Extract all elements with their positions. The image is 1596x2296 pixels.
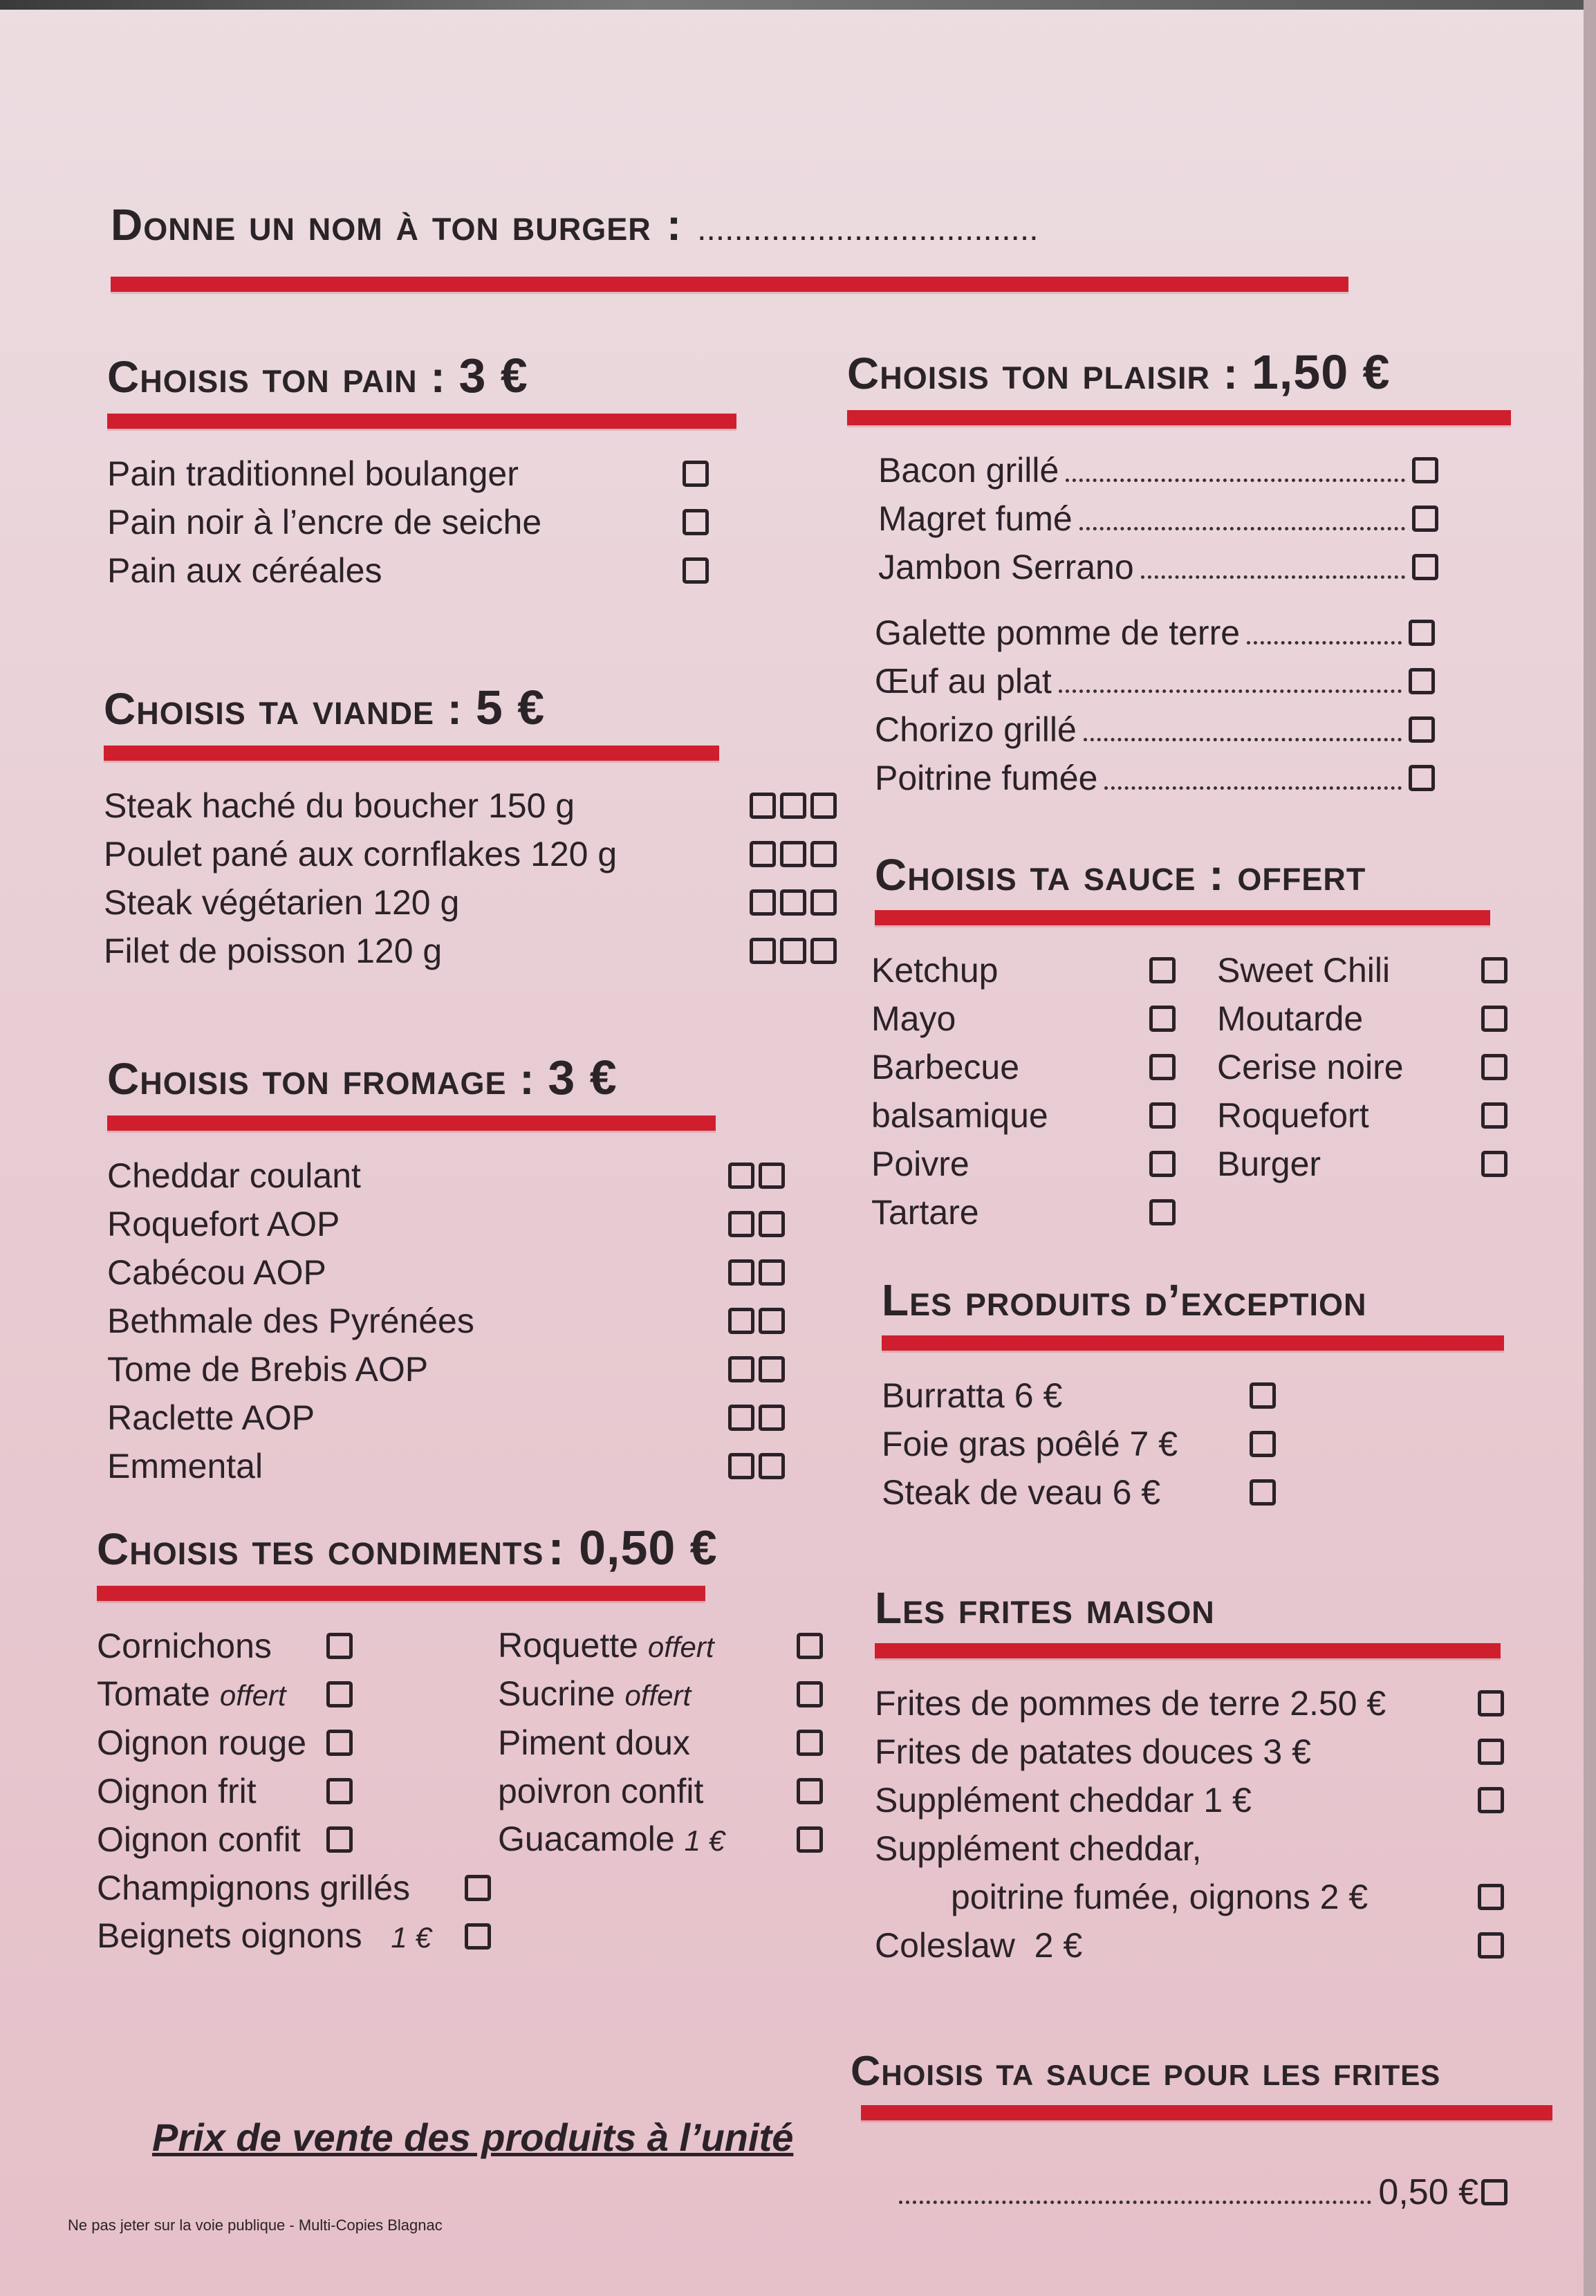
condiment-item[interactable]	[498, 1670, 823, 1719]
exception-item-label: Steak de veau 6 €	[882, 1473, 1161, 1512]
condiment-label: Oignon confit	[97, 1820, 301, 1859]
plaisir-item[interactable]	[878, 543, 1438, 591]
viande-item-label: Steak végétarien 120 g	[104, 883, 460, 922]
condiment-label: Piment doux	[498, 1723, 690, 1762]
condiment-item[interactable]	[97, 1864, 491, 1912]
checkbox[interactable]	[797, 1633, 823, 1659]
sauce-label: Ketchup	[871, 951, 999, 990]
checkbox[interactable]	[728, 1356, 754, 1382]
pain-item-label: Pain aux céréales	[107, 551, 382, 590]
condiment-label: Sucrine	[498, 1674, 615, 1713]
condiment-item[interactable]	[97, 1670, 456, 1719]
condiment-item[interactable]	[498, 1719, 823, 1767]
plaisir-item-label: Chorizo grillé	[875, 710, 1077, 749]
checkbox[interactable]	[780, 938, 806, 964]
sauce-frites-section	[851, 2048, 1577, 2120]
exception-title: Les produits d’exception	[882, 1275, 1367, 1325]
sheet-right-edge	[1584, 0, 1596, 2296]
checkbox[interactable]	[326, 1826, 353, 1853]
frites-item-label: Supplément cheddar,	[875, 1829, 1202, 1869]
checkbox[interactable]	[1409, 716, 1435, 743]
checkbox[interactable]	[1478, 1787, 1504, 1813]
checkbox[interactable]	[759, 1356, 785, 1382]
pain-section	[107, 349, 868, 595]
frites-section	[875, 1584, 1566, 1970]
checkbox[interactable]	[326, 1778, 353, 1804]
burger-name-blank[interactable]: .....................................	[697, 211, 1039, 248]
exception-item[interactable]	[882, 1420, 1276, 1468]
checkbox[interactable]	[1250, 1431, 1276, 1457]
checkbox[interactable]	[683, 461, 709, 487]
checkbox[interactable]	[750, 889, 776, 916]
sauce-label: Barbecue	[871, 1048, 1020, 1087]
condiments-section	[97, 1521, 892, 1961]
checkbox[interactable]	[1409, 668, 1435, 694]
checkbox[interactable]	[759, 1259, 785, 1286]
condiment-label: Beignets oignons	[97, 1916, 362, 1955]
checkbox[interactable]	[683, 557, 709, 584]
frites-item[interactable]	[875, 1776, 1504, 1824]
checkbox[interactable]	[1149, 1054, 1176, 1080]
sauce-price: offert	[1237, 850, 1366, 900]
checkbox[interactable]	[759, 1405, 785, 1431]
condiment-note: offert	[219, 1678, 286, 1712]
fromage-section	[107, 1051, 868, 1490]
exception-item[interactable]	[882, 1468, 1276, 1517]
checkbox[interactable]	[326, 1681, 353, 1707]
sauce-frites-rule	[861, 2105, 1552, 2120]
unit-price-note: Prix de vente des produits à l’unité	[152, 2116, 794, 2159]
fromage-rule	[107, 1115, 716, 1131]
fromage-item-label: Cheddar coulant	[107, 1156, 361, 1195]
frites-rule	[875, 1643, 1501, 1658]
plaisir-item-label: Jambon Serrano	[878, 548, 1134, 586]
plaisir-item-label: Galette pomme de terre	[875, 613, 1241, 652]
checkbox[interactable]	[759, 1453, 785, 1479]
viande-item[interactable]	[104, 781, 837, 830]
condiment-note: offert	[624, 1678, 692, 1712]
fromage-item[interactable]	[107, 1200, 785, 1248]
checkbox[interactable]	[1149, 957, 1176, 983]
viande-item[interactable]	[104, 830, 837, 878]
frites-item[interactable]	[875, 1921, 1504, 1970]
viande-rule	[104, 746, 719, 761]
checkbox[interactable]	[465, 1875, 491, 1901]
condiment-label: poivron confit	[498, 1772, 704, 1811]
plaisir-price: 1,50 €	[1251, 345, 1391, 399]
exception-item[interactable]	[882, 1371, 1276, 1420]
checkbox[interactable]	[750, 938, 776, 964]
checkbox[interactable]	[728, 1453, 754, 1479]
plaisir-title: Choisis ton plaisir :	[847, 349, 1239, 398]
checkbox[interactable]	[797, 1681, 823, 1707]
checkbox[interactable]	[683, 509, 709, 535]
pain-price: 3 €	[458, 349, 528, 402]
checkbox[interactable]	[750, 841, 776, 867]
condiment-item[interactable]	[498, 1622, 823, 1670]
checkbox[interactable]	[1481, 1151, 1507, 1177]
checkbox[interactable]	[797, 1826, 823, 1853]
plaisir-item[interactable]	[875, 705, 1435, 754]
burger-name-colon: :	[666, 200, 683, 250]
pain-rule	[107, 414, 736, 429]
sauce-item[interactable]	[871, 1188, 1176, 1237]
fromage-item[interactable]	[107, 1248, 785, 1297]
checkbox[interactable]	[1409, 620, 1435, 646]
sauce-label: Cerise noire	[1217, 1048, 1404, 1087]
fromage-item[interactable]	[107, 1394, 785, 1442]
frites-item-label: Supplément cheddar 1 €	[875, 1781, 1252, 1820]
frites-item	[875, 1824, 1504, 1873]
checkbox[interactable]	[1409, 765, 1435, 791]
sauce-item[interactable]	[1217, 994, 1507, 1043]
sauce-rule	[875, 910, 1490, 925]
sauce-label: Roquefort	[1217, 1096, 1369, 1136]
sauce-label: Moutarde	[1217, 999, 1364, 1039]
sauce-item[interactable]	[871, 1140, 1176, 1188]
header-rule	[111, 277, 1348, 292]
fromage-item-label: Tome de Brebis AOP	[107, 1350, 429, 1389]
checkbox[interactable]	[728, 1211, 754, 1237]
checkbox[interactable]	[1481, 2179, 1507, 2205]
pain-item[interactable]	[107, 546, 709, 595]
sauce-frites-title: Choisis ta sauce pour les frites	[851, 2048, 1441, 2094]
checkbox[interactable]	[1481, 1102, 1507, 1129]
condiment-item[interactable]	[498, 1767, 823, 1815]
checkbox[interactable]	[728, 1259, 754, 1286]
checkbox[interactable]	[1478, 1739, 1504, 1765]
checkbox[interactable]	[810, 793, 837, 819]
fromage-item[interactable]	[107, 1442, 785, 1490]
frites-title: Les frites maison	[875, 1583, 1215, 1633]
sauce-section	[871, 850, 1566, 1237]
checkbox[interactable]	[1481, 957, 1507, 983]
condiments-rule	[97, 1586, 705, 1601]
sauce-item[interactable]	[1217, 1043, 1507, 1091]
condiment-item[interactable]	[498, 1815, 823, 1864]
exception-section	[882, 1276, 1573, 1517]
exception-item-label: Burratta 6 €	[882, 1376, 1063, 1416]
exception-rule	[882, 1335, 1504, 1351]
checkbox[interactable]	[750, 793, 776, 819]
sauce-label: balsamique	[871, 1096, 1048, 1136]
condiment-note: 1 €	[684, 1824, 725, 1857]
frites-item-label: poitrine fumée, oignons 2 €	[951, 1878, 1368, 1917]
checkbox[interactable]	[326, 1730, 353, 1756]
condiment-item[interactable]	[97, 1622, 456, 1670]
checkbox[interactable]	[1149, 1006, 1176, 1032]
checkbox[interactable]	[810, 841, 837, 867]
condiment-label: Oignon rouge	[97, 1723, 307, 1762]
condiment-label: Oignon frit	[97, 1772, 257, 1811]
viande-item[interactable]	[104, 878, 837, 927]
checkbox[interactable]	[810, 938, 837, 964]
checkbox[interactable]	[326, 1633, 353, 1659]
fromage-item[interactable]	[107, 1151, 785, 1200]
checkbox[interactable]	[728, 1163, 754, 1189]
checkbox[interactable]	[1478, 1932, 1504, 1959]
condiment-label: Roquette	[498, 1625, 638, 1665]
plaisir-item-label: Poitrine fumée	[875, 759, 1098, 797]
sauce-item[interactable]	[1217, 946, 1507, 994]
sauce-item[interactable]	[871, 1043, 1176, 1091]
pain-item-label: Pain noir à l’encre de seiche	[107, 503, 542, 541]
checkbox[interactable]	[810, 889, 837, 916]
checkbox[interactable]	[728, 1308, 754, 1334]
plaisir-rule	[847, 410, 1511, 425]
sauce-item[interactable]	[871, 1091, 1176, 1140]
checkbox[interactable]	[1481, 1054, 1507, 1080]
frites-item-label: Frites de patates douces 3 €	[875, 1732, 1311, 1772]
checkbox[interactable]	[780, 793, 806, 819]
viande-section	[104, 681, 864, 975]
checkbox[interactable]	[780, 841, 806, 867]
checkbox[interactable]	[1149, 1151, 1176, 1177]
pain-item[interactable]	[107, 450, 709, 498]
plaisir-item[interactable]	[875, 609, 1435, 657]
condiment-note: 1 €	[391, 1920, 432, 1954]
sauce-item[interactable]	[1217, 1140, 1507, 1188]
pain-item-label: Pain traditionnel boulanger	[107, 454, 519, 493]
fromage-item[interactable]	[107, 1297, 785, 1345]
checkbox[interactable]	[1412, 457, 1438, 483]
viande-item[interactable]	[104, 927, 837, 975]
viande-item-label: Filet de poisson 120 g	[104, 932, 443, 970]
burger-name-title: Donne un nom à ton burger	[111, 200, 651, 250]
fromage-item-label: Cabécou AOP	[107, 1253, 326, 1292]
fromage-item[interactable]	[107, 1345, 785, 1394]
sauce-label: Tartare	[871, 1193, 979, 1232]
plaisir-item-label: Bacon grillé	[878, 451, 1059, 490]
sauce-item[interactable]	[871, 994, 1176, 1043]
fromage-title: Choisis ton fromage :	[107, 1054, 535, 1104]
checkbox[interactable]	[797, 1778, 823, 1804]
plaisir-item[interactable]	[878, 446, 1438, 494]
checkbox[interactable]	[759, 1211, 785, 1237]
condiments-price: : 0,50 €	[548, 1521, 718, 1575]
frites-item[interactable]	[875, 1679, 1504, 1728]
exception-item-label: Foie gras poêlé 7 €	[882, 1425, 1178, 1464]
checkbox[interactable]	[1412, 506, 1438, 532]
plaisir-item-label: Magret fumé	[878, 499, 1073, 538]
fromage-price: 3 €	[548, 1050, 618, 1104]
frites-item[interactable]	[875, 1728, 1504, 1776]
condiment-label: Guacamole	[498, 1819, 675, 1858]
condiment-label: Tomate	[97, 1674, 210, 1713]
sauce-item[interactable]	[871, 946, 1176, 994]
checkbox[interactable]	[1250, 1382, 1276, 1409]
condiment-item[interactable]	[97, 1767, 456, 1815]
printer-note: Ne pas jeter sur la voie publique - Multi-Copies Blagnac	[68, 2216, 443, 2234]
checkbox[interactable]	[1149, 1102, 1176, 1129]
pain-item[interactable]	[107, 498, 709, 546]
checkbox[interactable]	[1149, 1199, 1176, 1225]
condiment-item[interactable]	[97, 1815, 456, 1864]
plaisir-item[interactable]	[875, 657, 1435, 705]
fromage-item-label: Emmental	[107, 1447, 263, 1485]
frites-item-label: Frites de pommes de terre 2.50 €	[875, 1684, 1386, 1723]
checkbox[interactable]	[1412, 554, 1438, 580]
condiment-item[interactable]	[97, 1719, 456, 1767]
sauce-item[interactable]	[1217, 1091, 1507, 1140]
sauce-title: Choisis ta sauce :	[875, 850, 1225, 900]
plaisir-item[interactable]	[878, 494, 1438, 543]
checkbox[interactable]	[797, 1730, 823, 1756]
checkbox[interactable]	[1478, 1884, 1504, 1910]
checkbox[interactable]	[1250, 1479, 1276, 1506]
sheet-top-edge	[0, 0, 1596, 10]
checkbox[interactable]	[1478, 1690, 1504, 1716]
burger-name-section	[111, 201, 1355, 292]
checkbox[interactable]	[465, 1923, 491, 1950]
frites-item[interactable]	[875, 1873, 1504, 1921]
sauce-label: Poivre	[871, 1145, 969, 1184]
sauce-label: Sweet Chili	[1217, 951, 1391, 990]
viande-item-label: Steak haché du boucher 150 g	[104, 786, 575, 825]
condiment-label: Champignons grillés	[97, 1869, 411, 1907]
pain-title: Choisis ton pain :	[107, 352, 446, 402]
fromage-item-label: Roquefort AOP	[107, 1205, 340, 1243]
sauce-label: Mayo	[871, 999, 956, 1039]
sauce-frites-row[interactable]	[899, 2172, 1507, 2213]
checkbox[interactable]	[759, 1163, 785, 1189]
plaisir-section	[847, 346, 1539, 802]
checkbox[interactable]	[780, 889, 806, 916]
frites-item-label: Coleslaw 2 €	[875, 1926, 1083, 1965]
viande-title: Choisis ta viande :	[104, 684, 463, 734]
checkbox[interactable]	[728, 1405, 754, 1431]
condiment-note: offert	[647, 1630, 714, 1663]
checkbox[interactable]	[1481, 1006, 1507, 1032]
viande-price: 5 €	[475, 681, 546, 734]
fromage-item-label: Bethmale des Pyrénées	[107, 1302, 474, 1340]
condiment-label: Cornichons	[97, 1627, 272, 1665]
viande-item-label: Poulet pané aux cornflakes 120 g	[104, 835, 618, 873]
plaisir-item[interactable]	[875, 754, 1435, 802]
condiments-title: Choisis tes condiments	[97, 1524, 544, 1574]
sauce-label: Burger	[1217, 1145, 1321, 1184]
checkbox[interactable]	[759, 1308, 785, 1334]
condiment-item[interactable]	[97, 1912, 491, 1961]
plaisir-item-label: Œuf au plat	[875, 662, 1052, 701]
fromage-item-label: Raclette AOP	[107, 1398, 315, 1437]
sauce-frites-price: 0,50 €	[1378, 2172, 1478, 2212]
